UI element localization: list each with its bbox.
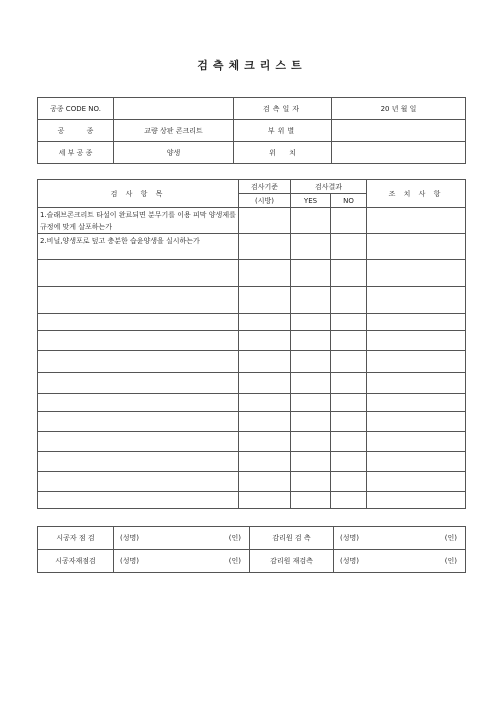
seal-label: (인) [444,557,457,565]
check-item [38,492,239,509]
check-standard-cell[interactable] [239,351,291,373]
check-standard-cell[interactable] [239,452,291,472]
check-no-cell[interactable] [331,351,367,373]
check-action-cell[interactable] [367,452,466,472]
col-yes-header: YES [291,194,331,208]
check-row [38,412,466,432]
check-row [38,394,466,412]
col-item-header: 검 사 항 목 [38,180,239,208]
contractor-check-label: 시공자 점 검 [38,527,114,550]
check-no-cell[interactable] [331,412,367,432]
check-yes-cell[interactable] [291,452,331,472]
check-action-cell[interactable] [367,314,466,331]
check-yes-cell[interactable] [291,492,331,509]
seal-label: (인) [228,557,241,565]
check-standard-cell[interactable] [239,472,291,492]
col-result-header: 검사결과 [291,180,367,194]
col-standard-sub-header: (시방) [239,194,291,208]
check-yes-cell[interactable] [291,208,331,234]
col-standard-header: 검사기준 [239,180,291,194]
check-item [38,412,239,432]
check-item [38,373,239,394]
check-row [38,452,466,472]
page-title: 검측체크리스트 [197,59,307,72]
check-item [38,452,239,472]
check-table [37,179,466,509]
check-row [38,492,466,509]
check-action-cell[interactable] [367,351,466,373]
check-action-cell[interactable] [367,260,466,287]
check-yes-cell[interactable] [291,331,331,351]
location-field[interactable] [332,120,466,142]
check-yes-cell[interactable] [291,234,331,260]
header-table [37,97,466,164]
contractor-recheck-label: 시공자재점검 [38,550,114,573]
work-type-label: 공 종 [38,120,114,142]
check-standard-cell[interactable] [239,492,291,509]
name-label: (성명) [340,557,359,565]
check-row [38,287,466,314]
check-no-cell[interactable] [331,287,367,314]
seal-label: (인) [228,534,241,542]
check-no-cell[interactable] [331,234,367,260]
check-action-cell[interactable] [367,394,466,412]
check-yes-cell[interactable] [291,314,331,331]
check-no-cell[interactable] [331,373,367,394]
check-row [38,208,466,234]
supervisor-recheck-signature[interactable] [334,550,466,573]
check-item [38,287,239,314]
date-field[interactable]: 20 년 월 일 [332,98,466,120]
check-standard-cell[interactable] [239,373,291,394]
check-yes-cell[interactable] [291,351,331,373]
check-action-cell[interactable] [367,472,466,492]
check-row [38,351,466,373]
check-row [38,314,466,331]
check-item [38,472,239,492]
project-code-field[interactable] [114,98,234,120]
supervisor-check-label: 감리원 검 측 [250,527,334,550]
check-no-cell[interactable] [331,394,367,412]
position-label: 위 치 [234,142,332,164]
contractor-check-signature[interactable] [114,527,250,550]
check-row [38,472,466,492]
check-standard-cell[interactable] [239,260,291,287]
check-item [38,260,239,287]
check-item [38,394,239,412]
check-no-cell[interactable] [331,314,367,331]
check-row [38,260,466,287]
check-standard-cell[interactable] [239,208,291,234]
check-no-cell[interactable] [331,331,367,351]
check-yes-cell[interactable] [291,373,331,394]
name-label: (성명) [120,557,139,565]
check-action-cell[interactable] [367,287,466,314]
check-row [38,432,466,452]
supervisor-recheck-label: 감리원 재검측 [250,550,334,573]
check-standard-cell[interactable] [239,331,291,351]
detail-label: 세 부 공 종 [38,142,114,164]
position-field[interactable] [332,142,466,164]
check-action-cell[interactable] [367,234,466,260]
work-type-field[interactable]: 교량 상판 콘크리트 [114,120,234,142]
check-item: 2.비닐,양생포로 덮고 충분한 습윤양생을 실시하는가 [38,234,239,260]
check-item [38,314,239,331]
check-row [38,234,466,260]
signature-table [37,526,466,573]
col-no-header: NO [331,194,367,208]
check-action-cell[interactable] [367,492,466,509]
check-item [38,351,239,373]
name-label: (성명) [120,534,139,542]
contractor-recheck-signature[interactable] [114,550,250,573]
check-yes-cell[interactable] [291,394,331,412]
check-standard-cell[interactable] [239,394,291,412]
location-label: 부위별 [234,120,332,142]
check-standard-cell[interactable] [239,314,291,331]
project-code-label: 공종 CODE NO. [38,98,114,120]
check-no-cell[interactable] [331,472,367,492]
check-yes-cell[interactable] [291,432,331,452]
name-label: (성명) [340,534,359,542]
check-row [38,331,466,351]
check-item [38,432,239,452]
check-action-cell[interactable] [367,331,466,351]
check-no-cell[interactable] [331,208,367,234]
date-label: 검측일자 [234,98,332,120]
col-action-header: 조 치 사 항 [367,180,466,208]
check-row [38,373,466,394]
check-action-cell[interactable] [367,412,466,432]
check-standard-cell[interactable] [239,287,291,314]
check-action-cell[interactable] [367,432,466,452]
seal-label: (인) [444,534,457,542]
check-no-cell[interactable] [331,260,367,287]
check-standard-cell[interactable] [239,234,291,260]
check-yes-cell[interactable] [291,472,331,492]
check-no-cell[interactable] [331,452,367,472]
check-item [38,331,239,351]
check-yes-cell[interactable] [291,260,331,287]
check-action-cell[interactable] [367,208,466,234]
detail-field[interactable]: 양생 [114,142,234,164]
check-standard-cell[interactable] [239,432,291,452]
check-action-cell[interactable] [367,373,466,394]
supervisor-check-signature[interactable] [334,527,466,550]
check-no-cell[interactable] [331,492,367,509]
check-yes-cell[interactable] [291,287,331,314]
check-item: 1.슬래브콘크리트 타설이 완료되면 분무기를 이용 피막 양생제를 규정에 맞게 살포하는가 [38,208,239,234]
check-standard-cell[interactable] [239,412,291,432]
check-no-cell[interactable] [331,432,367,452]
check-yes-cell[interactable] [291,412,331,432]
